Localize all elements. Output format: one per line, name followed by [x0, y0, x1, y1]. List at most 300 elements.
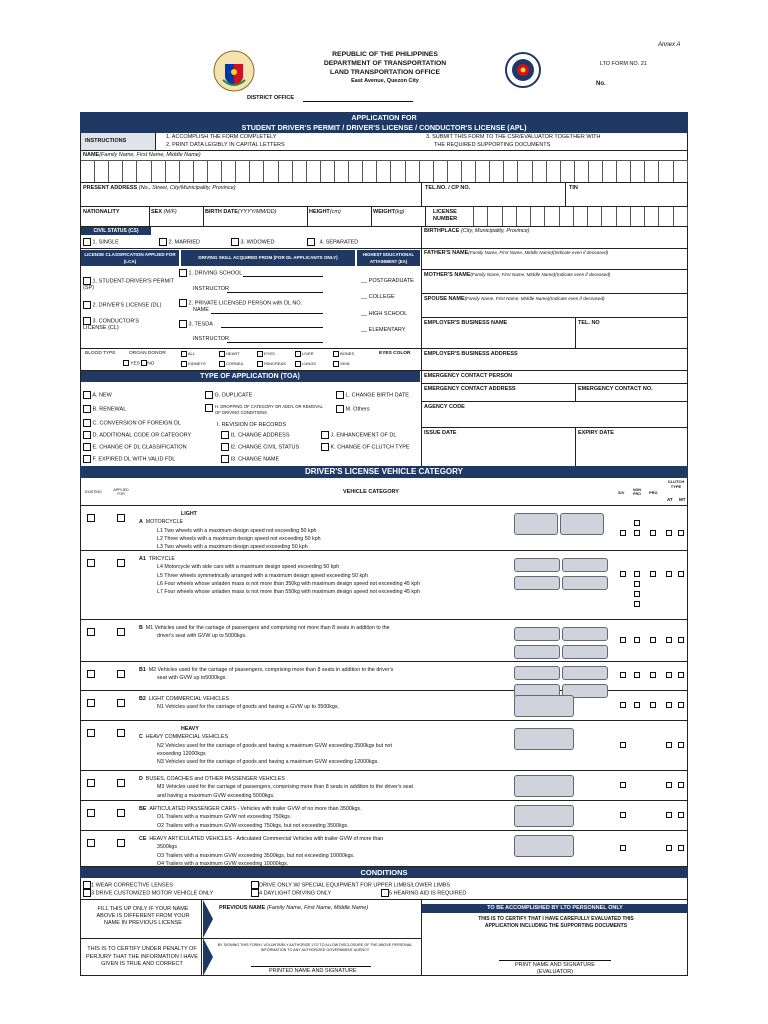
- name-char-box[interactable]: [603, 161, 617, 182]
- name-char-box[interactable]: [420, 161, 434, 182]
- vehicle-image: [514, 775, 574, 797]
- birthplace-label: BIRTHPLACE: [424, 228, 460, 234]
- cond-5-label: 5 HEARING AID IS REQUIRED: [389, 890, 467, 897]
- toa-change-civil-label: I2. CHANGE CIVIL STATUS: [230, 444, 300, 451]
- sv-checkbox[interactable]: [620, 530, 626, 536]
- license-number-boxes[interactable]: [473, 207, 688, 226]
- clutch-at-checkbox[interactable]: [666, 637, 672, 643]
- organ-checkbox[interactable]: [295, 351, 301, 357]
- vehicle-image: [562, 576, 608, 590]
- name-char-box[interactable]: [222, 161, 236, 182]
- license-char-box[interactable]: [503, 207, 517, 226]
- vehicle-subcategory: L1 Two wheels with a maximum design speed not exceeding 50 kph: [157, 527, 317, 534]
- cs-widowed-label: 3. WIDOWED: [240, 239, 275, 246]
- dsa-school-checkbox[interactable]: [179, 269, 187, 277]
- toa-new-checkbox[interactable]: [83, 391, 91, 399]
- toa-change-address-label: I1. CHANGE ADDRESS: [230, 432, 290, 439]
- toa-duplicate-checkbox[interactable]: [205, 391, 213, 399]
- license-char-box[interactable]: [545, 207, 559, 226]
- organ-label: HEART: [226, 351, 240, 357]
- existing-checkbox[interactable]: [87, 559, 95, 567]
- organ-option[interactable]: [257, 361, 286, 367]
- hea-postgraduate[interactable]: __ POSTGRADUATE: [361, 278, 414, 284]
- name-char-box[interactable]: [293, 161, 307, 182]
- employer-tel-label: TEL. NO: [578, 320, 600, 326]
- cond-4-label: 4 DAYLIGHT DRIVING ONLY: [259, 890, 332, 897]
- vehicle-title: HEAVY COMMERCIAL VEHICLES: [145, 734, 229, 741]
- sv-checkbox[interactable]: [620, 845, 626, 851]
- vehicle-subcategory: N2 Vehicles used for the carriage of goods and having a maximum GVW exceeding 3500kgs but not: [157, 742, 392, 749]
- clutch-at-checkbox[interactable]: [666, 812, 672, 818]
- clutch-mt-checkbox[interactable]: [678, 742, 684, 748]
- vehicle-category-row: [80, 662, 688, 691]
- organ-label: LIVER: [302, 351, 314, 357]
- emergency-person-label: EMERGENCY CONTACT PERSON: [424, 373, 513, 379]
- organ-option[interactable]: [257, 351, 275, 357]
- nonpro-checkbox[interactable]: [634, 702, 640, 708]
- toa-clutch-checkbox[interactable]: [321, 443, 329, 451]
- name-char-box[interactable]: [448, 161, 462, 182]
- toa-additional-checkbox[interactable]: [83, 431, 91, 439]
- sv-checkbox[interactable]: [620, 702, 626, 708]
- vehicle-image: [514, 728, 574, 750]
- dsa-instructor2-label: INSTRUCTOR: [193, 336, 229, 342]
- applied-checkbox[interactable]: [117, 729, 125, 737]
- consent-text: BY SIGNING THIS FORM I VOLUNTARILY AUTHORIZE LTO TO ALLOW DISCLOSURE OF THE ABOVE PERSONAL INFORMATION TO ANY AUTHORIZED GOVERNMENT AGENCY: [217, 943, 413, 952]
- name-char-box[interactable]: [533, 161, 547, 182]
- dsa-tesda-checkbox[interactable]: [179, 320, 187, 328]
- existing-checkbox[interactable]: [87, 779, 95, 787]
- emergency-address-label: EMERGENCY CONTACT ADDRESS: [424, 386, 516, 392]
- vehicle-subcategory: O2 Trailers with a maximum GVW exceeding 750kgs, but not exceeding 3500kgs.: [157, 822, 349, 829]
- nonpro-checkbox[interactable]: [634, 520, 640, 526]
- height-hint: (cm): [329, 209, 341, 215]
- lca-cl-checkbox[interactable]: [83, 317, 91, 325]
- vehicle-title: MOTORCYCLE: [145, 519, 184, 526]
- vehicle-image: [560, 513, 604, 535]
- pro-checkbox[interactable]: [650, 672, 656, 678]
- toa-enhancement-checkbox[interactable]: [321, 431, 329, 439]
- vehicle-subcategory: 3500kgs: [157, 844, 178, 851]
- tin-label: TIN: [569, 185, 578, 191]
- lto-certify-text: THIS IS TO CERTIFY THAT I HAVE CAREFULLY EVALUATED THIS APPLICATION INCLUDING THE SUPPORTING DOCUMENTS: [478, 916, 634, 929]
- vehicle-title: M2 Vehicles used for the carriage of passengers, comprising more than 8 seats in addition to the driver's: [148, 667, 394, 673]
- col-applied: APPLIED FOR: [113, 488, 129, 496]
- existing-checkbox[interactable]: [87, 670, 95, 678]
- toa-renewal-checkbox[interactable]: [83, 405, 91, 413]
- name-char-box[interactable]: [547, 161, 561, 182]
- toa-expired-label: F. EXPIRED DL WITH VALID FDL: [92, 456, 176, 463]
- vehicle-title: LIGHT COMMERCIAL VEHICLES: [148, 696, 230, 702]
- cond-2-label: DRIVE ONLY W/ SPECIAL EQUIPMENT FOR UPPER LIMBS/LOWER LIMBS: [259, 882, 451, 889]
- donor-yes-checkbox[interactable]: [123, 360, 129, 366]
- vehicle-title: TRICYCLE: [148, 556, 175, 562]
- applied-checkbox[interactable]: [117, 779, 125, 787]
- instructions-label: INSTRUCTIONS: [81, 133, 156, 150]
- cond-4-checkbox[interactable]: [251, 889, 259, 897]
- weight-label: WEIGHT: [373, 209, 395, 215]
- clutch-mt-checkbox[interactable]: [678, 845, 684, 851]
- clutch-at-checkbox[interactable]: [666, 672, 672, 678]
- vehicle-subcategory: O1 Trailers with a maximum GVW not exceeding 750kgs.: [157, 814, 292, 821]
- organ-checkbox[interactable]: [295, 361, 301, 367]
- nonpro-checkbox[interactable]: [634, 530, 640, 536]
- vehicle-image: [514, 576, 560, 590]
- pro-checkbox[interactable]: [650, 702, 656, 708]
- lca-cl-label: 3. CONDUCTOR'S LICENSE (CL): [83, 318, 140, 331]
- license-char-box[interactable]: [517, 207, 531, 226]
- name-char-box[interactable]: [236, 161, 250, 182]
- toa-others-label: M. Others: [345, 406, 370, 413]
- name-char-box[interactable]: [617, 161, 631, 182]
- name-char-box[interactable]: [434, 161, 448, 182]
- name-char-box[interactable]: [575, 161, 589, 182]
- clutch-at-checkbox[interactable]: [666, 742, 672, 748]
- district-office-field[interactable]: [303, 101, 413, 102]
- col-clutch: CLUTCH TYPE: [667, 479, 685, 489]
- name-boxes[interactable]: [81, 160, 688, 182]
- cs-single-checkbox[interactable]: [83, 238, 91, 246]
- hea-highschool[interactable]: __ HIGH SCHOOL: [361, 311, 408, 317]
- name-char-box[interactable]: [335, 161, 349, 182]
- sv-checkbox[interactable]: [620, 812, 626, 818]
- organ-option[interactable]: [333, 361, 349, 367]
- toa-change-name-checkbox[interactable]: [221, 455, 229, 463]
- name-char-box[interactable]: [561, 161, 575, 182]
- vehicle-title: ARTICULATED PASSENGER CARS - Vehicles with trailer GVW of no more than 3500kgs.: [149, 806, 362, 812]
- lca-dl-label: 2. DRIVER'S LICENSE (DL): [92, 302, 162, 309]
- nonpro-checkbox[interactable]: [634, 672, 640, 678]
- dsa-private-field[interactable]: [211, 313, 323, 314]
- employer-name-label: EMPLOYER'S BUSINESS NAME: [424, 320, 508, 326]
- name-char-box[interactable]: [123, 161, 137, 182]
- organ-label: SKIN: [340, 361, 350, 367]
- name-char-box[interactable]: [180, 161, 194, 182]
- name-char-box[interactable]: [208, 161, 222, 182]
- dsa-private-name-label: NAME: [193, 307, 209, 313]
- hea-college[interactable]: __ COLLEGE: [361, 294, 395, 300]
- toa-change-birth-label: L. CHANGE BIRTH DATE: [345, 392, 409, 399]
- sv-checkbox[interactable]: [620, 782, 626, 788]
- toa-change-name-label: I3. CHANGE NAME: [230, 456, 280, 463]
- annex-label: Annex A: [658, 42, 681, 48]
- license-char-box[interactable]: [531, 207, 545, 226]
- name-char-box[interactable]: [194, 161, 208, 182]
- organ-option[interactable]: [295, 361, 316, 367]
- vehicle-code: CE: [139, 836, 147, 842]
- clutch-mt-checkbox[interactable]: [678, 571, 684, 577]
- sv-checkbox[interactable]: [620, 571, 626, 577]
- vehicle-subcategory: L5 Three wheels symmetrically arranged with a maximum design speed exceeding 50 kph: [157, 572, 369, 579]
- evaluator-signature-line[interactable]: [499, 960, 611, 961]
- vehicle-code: BE: [139, 806, 147, 812]
- applied-checkbox[interactable]: [117, 699, 125, 707]
- license-char-box[interactable]: [560, 207, 574, 226]
- name-char-box[interactable]: [166, 161, 180, 182]
- cond-1-checkbox[interactable]: [83, 881, 91, 889]
- toa-dropping-checkbox[interactable]: [205, 404, 213, 412]
- header-department: DEPARTMENT OF TRANSPORTATION: [323, 60, 447, 67]
- donor-no-label: NO: [147, 361, 155, 367]
- name-char-box[interactable]: [349, 161, 363, 182]
- col-pro: PRO: [649, 490, 658, 495]
- toa-conversion-label: C. CONVERSION OF FOREIGN DL: [92, 420, 181, 427]
- organ-checkbox[interactable]: [181, 351, 187, 357]
- instruction-1: 1. ACCOMPLISH THE FORM COMPLETELY: [166, 134, 277, 140]
- existing-checkbox[interactable]: [87, 809, 95, 817]
- dsa-tesda-label: 3. TESDA: [188, 321, 213, 328]
- organ-checkbox[interactable]: [219, 361, 225, 367]
- sex-hint: (M/F): [163, 209, 177, 215]
- vehicle-group-label: HEAVY: [181, 726, 199, 732]
- dsa-private-checkbox[interactable]: [179, 299, 187, 307]
- organ-label: BONES: [340, 351, 355, 357]
- toa-others-checkbox[interactable]: [336, 405, 344, 413]
- toa-change-class-checkbox[interactable]: [83, 443, 91, 451]
- clutch-at-checkbox[interactable]: [666, 530, 672, 536]
- license-char-box[interactable]: [588, 207, 602, 226]
- vehicle-image: [514, 835, 574, 857]
- applied-checkbox[interactable]: [117, 670, 125, 678]
- toa-expired-checkbox[interactable]: [83, 455, 91, 463]
- sv-checkbox[interactable]: [620, 637, 626, 643]
- license-char-box[interactable]: [617, 207, 631, 226]
- clutch-at-checkbox[interactable]: [666, 571, 672, 577]
- eyes-color-label: EYES COLOR: [379, 351, 411, 356]
- organ-label: EYES: [264, 351, 275, 357]
- name-char-box[interactable]: [406, 161, 420, 182]
- evaluator-label: PRINT NAME AND SIGNATURE: [515, 962, 595, 968]
- clutch-mt-checkbox[interactable]: [678, 702, 684, 708]
- applicant-signature-line[interactable]: [251, 966, 371, 967]
- toa-enhancement-label: J. ENHANCEMENT OF DL: [330, 432, 397, 439]
- name-char-box[interactable]: [589, 161, 603, 182]
- name-char-box[interactable]: [279, 161, 293, 182]
- name-char-box[interactable]: [95, 161, 109, 182]
- lto-seal: [505, 52, 541, 88]
- clutch-at-checkbox[interactable]: [666, 702, 672, 708]
- name-char-box[interactable]: [137, 161, 151, 182]
- vehicle-image: [562, 627, 608, 641]
- organ-label: PANCREAS: [264, 361, 286, 367]
- dsa-tesda-field[interactable]: [221, 327, 323, 328]
- mothers-name-label: MOTHER'S NAME: [424, 272, 471, 278]
- clutch-mt-checkbox[interactable]: [678, 672, 684, 678]
- dsa-instructor-field[interactable]: [227, 292, 323, 293]
- sv-checkbox[interactable]: [620, 742, 626, 748]
- hea-elementary[interactable]: __ ELEMENTARY: [361, 327, 406, 333]
- vehicle-image: [514, 513, 558, 535]
- name-char-box[interactable]: [321, 161, 335, 182]
- cs-separated-label: 4. SEPARATED: [319, 239, 359, 246]
- organ-label: ALL: [187, 351, 196, 357]
- nonpro-checkbox[interactable]: [634, 591, 640, 597]
- certify-text: THIS IS TO CERTIFY UNDER PENALTY OF PERJURY THAT THE INFORMATION I HAVE GIVEN IS TRUE AND CORRECT: [86, 946, 198, 967]
- col-at: AT: [667, 497, 673, 502]
- name-char-box[interactable]: [109, 161, 123, 182]
- donor-yes-label: YES: [130, 361, 140, 367]
- header-republic: REPUBLIC OF THE PHILIPPINES: [332, 51, 438, 58]
- name-char-box[interactable]: [659, 161, 673, 182]
- pro-checkbox[interactable]: [650, 571, 656, 577]
- name-char-box[interactable]: [250, 161, 264, 182]
- cs-married-checkbox[interactable]: [159, 238, 167, 246]
- license-char-box[interactable]: [574, 207, 588, 226]
- applied-checkbox[interactable]: [117, 839, 125, 847]
- header-address: East Avenue, Quezon City: [351, 78, 419, 84]
- organ-option[interactable]: [219, 361, 243, 367]
- dotr-seal: [213, 50, 255, 92]
- license-char-box[interactable]: [474, 207, 488, 226]
- existing-checkbox[interactable]: [87, 839, 95, 847]
- cs-separated-checkbox[interactable]: [307, 238, 315, 246]
- clutch-mt-checkbox[interactable]: [678, 637, 684, 643]
- name-label: NAME: [83, 152, 100, 158]
- name-char-box[interactable]: [518, 161, 532, 182]
- vehicle-code: B1: [139, 667, 146, 673]
- instruction-3: 3. SUBMIT THIS FORM TO THE CSR/EVALUATOR TOGETHER WITH: [426, 134, 601, 140]
- applied-checkbox[interactable]: [117, 809, 125, 817]
- dsa-instructor2-field[interactable]: [227, 342, 323, 343]
- col-category: VEHICLE CATEGORY: [343, 489, 399, 495]
- vehicle-title: BUSES, COACHES and OTHER PASSENGER VEHICLES: [145, 776, 285, 782]
- birth-date-label: BIRTH DATE: [205, 209, 238, 215]
- expiry-date-label: EXPIRY DATE: [578, 430, 614, 436]
- vehicle-category-row: [80, 801, 688, 831]
- vehicle-subcategory: O3 Trailers with a maximum GVW exceeding 3500kgs, but not exceeding 10000kgs.: [157, 852, 355, 859]
- toa-change-civil-checkbox[interactable]: [221, 443, 229, 451]
- nonpro-checkbox[interactable]: [634, 601, 640, 607]
- existing-checkbox[interactable]: [87, 729, 95, 737]
- toa-change-address-checkbox[interactable]: [221, 431, 229, 439]
- header-office: LAND TRANSPORTATION OFFICE: [329, 69, 440, 76]
- organ-checkbox[interactable]: [333, 351, 339, 357]
- vehicle-subcategory: exceeding 12000kgs: [157, 750, 206, 757]
- weight-hint: (kg): [395, 209, 405, 215]
- vehicle-image: [514, 645, 560, 659]
- hea-header: HIGHEST EDUCATIONAL ATTAINMENT (EA): [357, 250, 420, 266]
- organ-label: KIDNEYS: [188, 361, 206, 367]
- vehicle-category-row: [80, 620, 688, 662]
- vehicle-code: B: [139, 625, 143, 631]
- vehicle-image: [514, 627, 560, 641]
- cond-5-checkbox[interactable]: [381, 889, 389, 897]
- lca-sp-checkbox[interactable]: [83, 277, 91, 285]
- organ-option[interactable]: [219, 351, 240, 357]
- organ-checkbox[interactable]: [257, 351, 263, 357]
- vehicle-subcategory: M3 Vehicles used for the carriage of passengers, comprising more than 8 seats in addition to the driver's seat: [157, 784, 413, 791]
- cond-2-checkbox[interactable]: [251, 881, 259, 889]
- name-char-box[interactable]: [504, 161, 518, 182]
- clutch-mt-checkbox[interactable]: [678, 812, 684, 818]
- existing-checkbox[interactable]: [87, 628, 95, 636]
- clutch-mt-checkbox[interactable]: [678, 530, 684, 536]
- license-char-box[interactable]: [602, 207, 616, 226]
- name-char-box[interactable]: [476, 161, 490, 182]
- license-char-box[interactable]: [631, 207, 645, 226]
- sv-checkbox[interactable]: [620, 672, 626, 678]
- spouse-name-hint: (Family Name, First Name, Middle Name)(Indicate even if deceased): [464, 296, 605, 301]
- name-char-box[interactable]: [631, 161, 645, 182]
- existing-checkbox[interactable]: [87, 699, 95, 707]
- lca-dl-checkbox[interactable]: [83, 301, 91, 309]
- vehicle-code: A: [139, 519, 143, 526]
- name-char-box[interactable]: [152, 161, 166, 182]
- vehicle-category-row: [80, 831, 688, 867]
- organ-option[interactable]: [295, 351, 314, 357]
- clutch-at-checkbox[interactable]: [666, 845, 672, 851]
- name-char-box[interactable]: [674, 161, 688, 182]
- nonpro-checkbox[interactable]: [634, 581, 640, 587]
- clutch-at-checkbox[interactable]: [666, 782, 672, 788]
- vehicle-image: [514, 558, 560, 572]
- organ-checkbox[interactable]: [333, 361, 339, 367]
- name-char-box[interactable]: [645, 161, 659, 182]
- name-char-box[interactable]: [264, 161, 278, 182]
- fill-instruction: FILL THIS UP ONLY IF YOUR NAME ABOVE IS DIFFERENT FROM YOUR NAME IN PREVIOUS LICENSE: [96, 906, 190, 926]
- civil-status-label: CIVIL STATUS (CS): [81, 227, 151, 235]
- nonpro-checkbox[interactable]: [634, 571, 640, 577]
- existing-checkbox[interactable]: [87, 514, 95, 522]
- cond-3-checkbox[interactable]: [83, 889, 91, 897]
- name-char-box[interactable]: [307, 161, 321, 182]
- name-hint: (Family Name, First Name, Middle Name): [99, 152, 201, 158]
- organ-option[interactable]: [181, 351, 195, 357]
- license-char-box[interactable]: [674, 207, 688, 226]
- license-char-box[interactable]: [488, 207, 502, 226]
- cs-widowed-checkbox[interactable]: [231, 238, 239, 246]
- toa-conversion-checkbox[interactable]: [83, 419, 91, 427]
- dsa-school-field[interactable]: [243, 276, 323, 277]
- organ-checkbox[interactable]: [181, 361, 187, 367]
- pro-checkbox[interactable]: [650, 530, 656, 536]
- name-char-box[interactable]: [462, 161, 476, 182]
- organ-option[interactable]: [181, 361, 206, 367]
- vehicle-subcategory: and having a maximum GVW exceeding 5000kgs.: [157, 792, 275, 799]
- toa-revision-label: I. REVISION OF RECORDS: [217, 422, 287, 428]
- organ-label: LUNGS: [302, 361, 316, 367]
- evaluator-sub-label: (EVALUATOR): [537, 969, 574, 975]
- organ-checkbox[interactable]: [257, 361, 263, 367]
- license-char-box[interactable]: [659, 207, 673, 226]
- pro-checkbox[interactable]: [650, 637, 656, 643]
- applied-checkbox[interactable]: [117, 514, 125, 522]
- birth-date-hint: (YYYY/MM/DD): [237, 209, 277, 215]
- name-char-box[interactable]: [81, 161, 95, 182]
- vehicle-code: C: [139, 734, 143, 741]
- clutch-mt-checkbox[interactable]: [678, 782, 684, 788]
- name-char-box[interactable]: [363, 161, 377, 182]
- vehicle-title: HEAVY ARTICULATED VEHICLES - Articulated Commercial Vehicles with trailer GVW of more than: [149, 836, 384, 842]
- title-line1: APPLICATION FOR: [351, 113, 417, 122]
- blood-type-label: BLOOD TYPE: [85, 351, 116, 356]
- applied-checkbox[interactable]: [117, 628, 125, 636]
- name-char-box[interactable]: [391, 161, 405, 182]
- applied-checkbox[interactable]: [117, 559, 125, 567]
- organ-checkbox[interactable]: [219, 351, 225, 357]
- organ-option[interactable]: [333, 351, 354, 357]
- name-char-box[interactable]: [490, 161, 504, 182]
- name-char-box[interactable]: [377, 161, 391, 182]
- vehicle-subcategory: L2 Three wheels with a maximum design speed not exceeding 50 kph: [157, 535, 321, 542]
- toa-change-birth-checkbox[interactable]: [336, 391, 344, 399]
- vehicle-subcategory: L3 Two wheels with a maximum design speed exceeding 50 kph: [157, 544, 308, 551]
- license-char-box[interactable]: [645, 207, 659, 226]
- vehicle-subcategory: L6 Four wheels whose unladen mass is not more than 350kg with maximum design speed not exceeding 45 kph: [157, 580, 420, 587]
- toa-dropping-label: H. DROPPING OF CATEGORY OR ADD'L OR REMOVAL OF DRIVING CONDITIONS: [215, 404, 323, 415]
- nonpro-checkbox[interactable]: [634, 637, 640, 643]
- agency-code-label: AGENCY CODE: [424, 404, 465, 410]
